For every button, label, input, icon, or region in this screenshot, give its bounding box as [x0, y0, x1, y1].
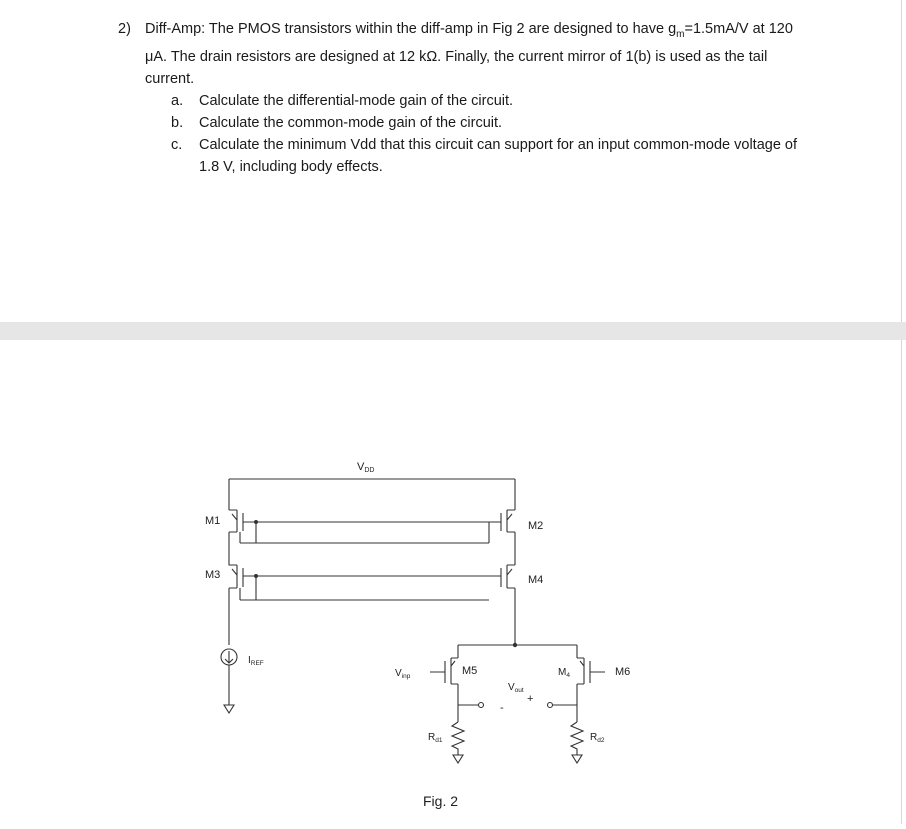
m1-label: M1 — [205, 515, 221, 527]
sub-question-a: a. Calculate the differential-mode gain of the circuit. — [171, 92, 514, 109]
m3-label: M3 — [205, 569, 221, 581]
m4-label: M4 — [528, 574, 544, 586]
gm-symbol: $g_m$ — [668, 21, 685, 40]
question-number: 2) — [118, 21, 131, 37]
m4-right-label: $M_4$ — [558, 667, 570, 679]
vout-plus: + — [527, 693, 534, 705]
m6-transistor — [548, 658, 606, 722]
rd1-resistor — [452, 722, 464, 763]
sub-question-c: c. Calculate the minimum Vdd that this circuit can support for an input common-mode voltage of 1.8 V, including body effects. — [171, 136, 798, 175]
rd2-resistor — [571, 722, 583, 763]
m2-transistor — [489, 510, 515, 565]
m1-transistor — [229, 510, 258, 545]
sub-question-b: b. Calculate the common-mode gain of the circuit. — [171, 114, 503, 131]
iref-label: $I_{REF}$ — [248, 655, 264, 667]
sub-question-list — [145, 90, 805, 178]
iref-source — [221, 649, 237, 713]
m4-transistor — [489, 565, 515, 645]
m2-label: M2 — [528, 520, 544, 532]
rd2-label: $R_{d2}$ — [590, 732, 605, 744]
rd1-label: $R_{d1}$ — [428, 732, 443, 744]
vout-label: $V_{out}$ — [508, 682, 524, 694]
circuit-diagram — [0, 340, 901, 824]
figure-caption: Fig. 2 — [423, 793, 459, 809]
vinp-label: $V_{inp}$ — [395, 668, 411, 680]
m5-label: M5 — [462, 665, 478, 677]
vdd-label: VDD — [357, 461, 375, 474]
vout-minus: - — [500, 702, 504, 714]
question-intro: Diff-Amp: The PMOS transistors within the diff-amp in Fig 2 are designed to have $g_m=1.5mA/V$ at 120 μA. The drain resistors are designed at 12 kΩ. Finally, the current mirror of 1(b) is used as the tail current. — [145, 21, 793, 87]
figure-page — [0, 340, 902, 824]
m3-transistor — [229, 545, 258, 645]
question-body — [145, 18, 805, 178]
page-separator — [0, 322, 906, 340]
m6-label: M6 — [615, 666, 631, 678]
question-page — [0, 0, 902, 322]
